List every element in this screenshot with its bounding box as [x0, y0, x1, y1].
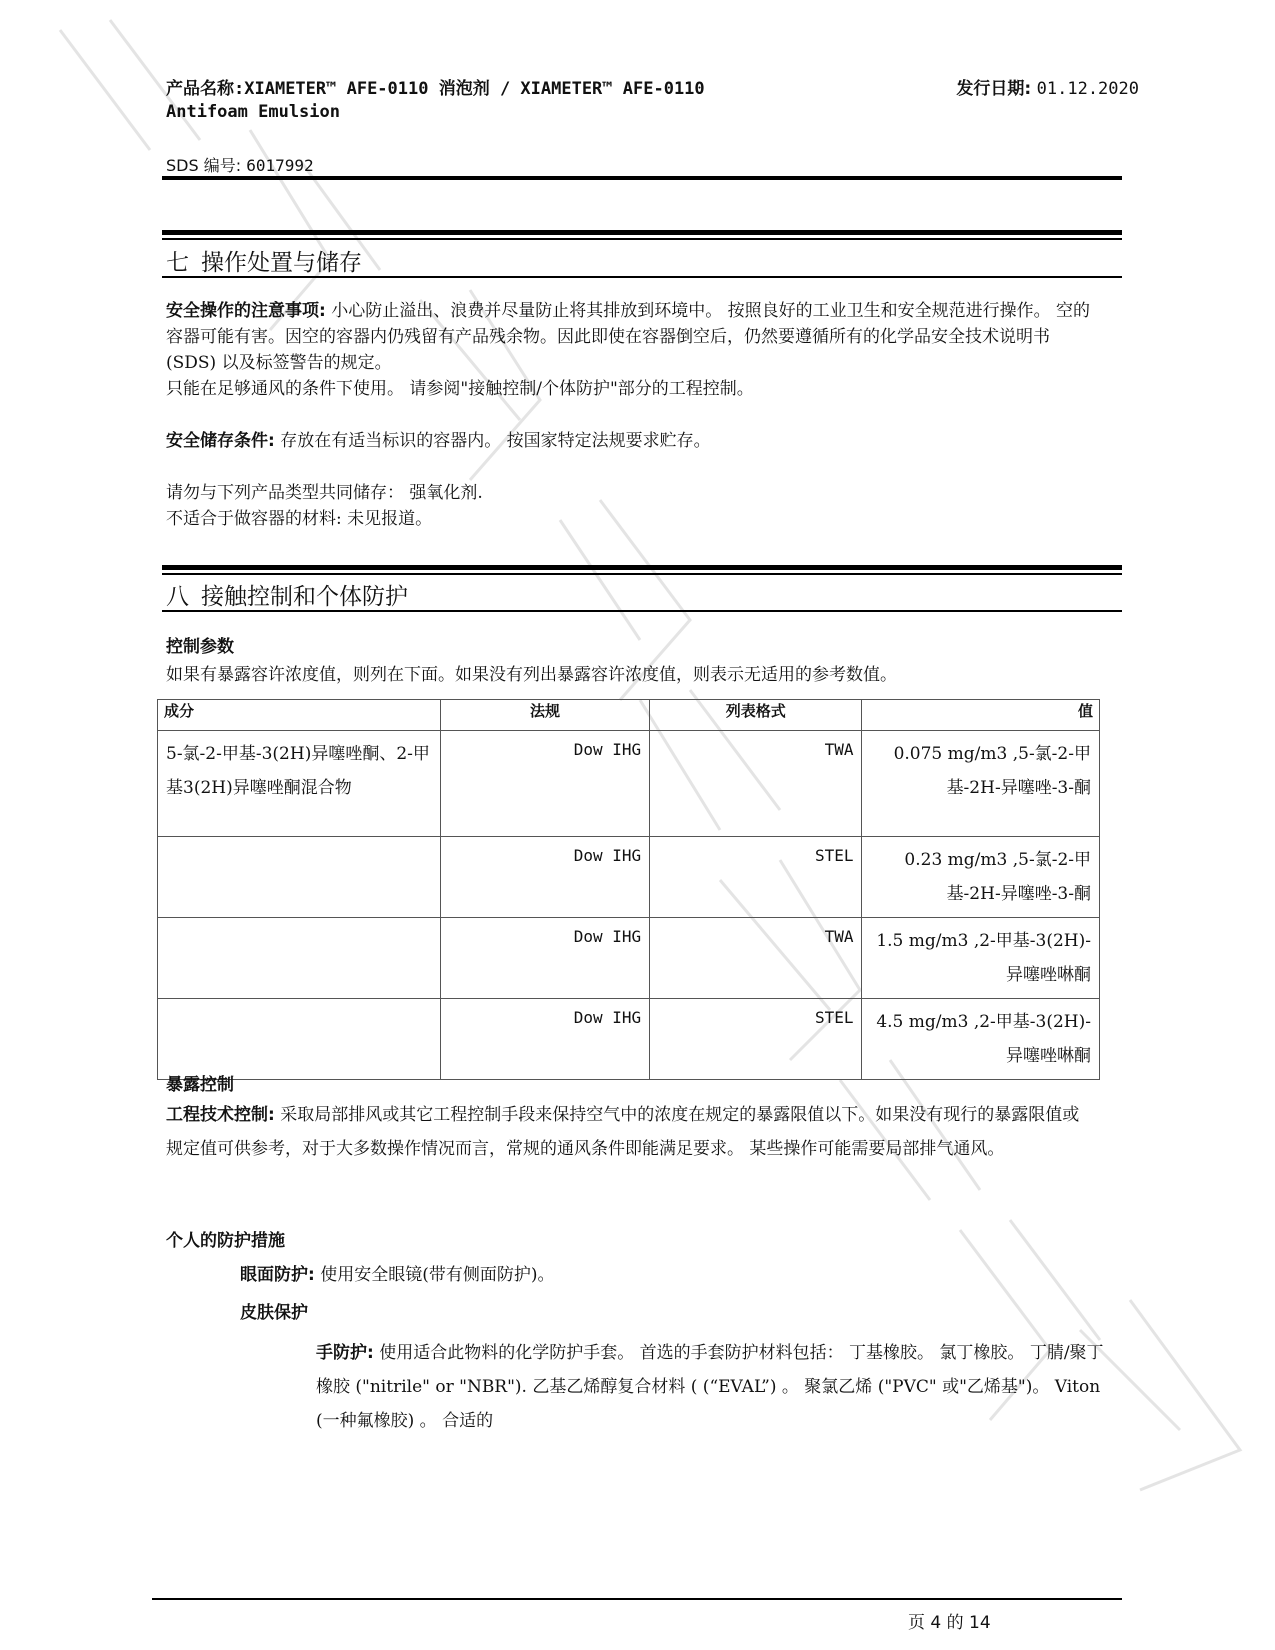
table-row — [158, 918, 1100, 999]
table-row — [158, 999, 1100, 1080]
cell-value: 0.23 mg/m3 ,5-氯-2-甲基-2H-异噻唑-3-酮 — [862, 837, 1100, 918]
page-total: 14 — [969, 1613, 991, 1633]
exposure-limits-table — [157, 699, 1100, 1080]
handling-precautions — [166, 298, 1096, 402]
section8-top-rule — [162, 565, 1122, 570]
eye-protection — [240, 1262, 1090, 1288]
eye-label: 眼面防护: — [240, 1265, 315, 1285]
ppe-label: 个人的防护措施 — [166, 1231, 285, 1251]
hand-label: 手防护: — [316, 1343, 374, 1363]
control-params-label: 控制参数 — [166, 637, 234, 657]
engineering-label: 工程技术控制: — [166, 1105, 275, 1125]
footer-rule — [152, 1598, 1122, 1600]
section8-number: 八 — [166, 584, 189, 610]
cell-value: 4.5 mg/m3 ,2-甲基-3(2H)-异噻唑啉酮 — [862, 999, 1100, 1080]
sds-label: SDS 编号: — [166, 156, 242, 175]
section7-number: 七 — [166, 250, 189, 276]
cell-regulation: Dow IHG — [440, 999, 649, 1080]
engineering-text: 采取局部排风或其它工程控制手段来保持空气中的浓度在规定的暴露限值以下。如果没有现行的暴露限值或规定值可供参考，对于大多数操作情况而言，常规的通风条件即能满足要求。 某些操作可能需要局部排气通风。 — [166, 1105, 1080, 1159]
section7-title: 操作处置与储存 — [201, 250, 362, 276]
col-header-format: 列表格式 — [650, 700, 862, 731]
hand-protection — [316, 1336, 1106, 1438]
incompat-text: 请勿与下列产品类型共同储存： 强氧化剂. — [166, 483, 483, 503]
col-header-regulation: 法规 — [440, 700, 649, 731]
storage-incompatibility — [166, 480, 1096, 532]
storage-conditions — [166, 428, 1096, 454]
page-of-label: 的 — [946, 1613, 964, 1633]
col-header-value: 值 — [862, 700, 1100, 731]
cell-format: STEL — [650, 999, 862, 1080]
section7-heading — [166, 244, 362, 277]
cell-component — [158, 918, 441, 999]
handling-text-2: 只能在足够通风的条件下使用。 请参阅"接触控制/个体防护"部分的工程控制。 — [166, 379, 754, 399]
page-number — [908, 1608, 991, 1633]
cell-value: 0.075 mg/m3 ,5-氯-2-甲基-2H-异噻唑-3-酮 — [862, 731, 1100, 837]
cell-component — [158, 999, 441, 1080]
cell-regulation: Dow IHG — [440, 731, 649, 837]
issue-date-value: 01.12.2020 — [1036, 79, 1139, 99]
table-row — [158, 837, 1100, 918]
cell-component — [158, 837, 441, 918]
section8-title: 接触控制和个体防护 — [201, 584, 408, 610]
skin-protection-label: 皮肤保护 — [240, 1303, 308, 1323]
section8-bottom-rule — [162, 610, 1122, 612]
page-label: 页 — [908, 1613, 925, 1633]
engineering-controls — [166, 1098, 1096, 1166]
section8-top-rule-thin — [162, 573, 1122, 575]
product-name-line1 — [166, 74, 705, 99]
product-name: XIAMETER™ AFE-0110 消泡剂 / XIAMETER™ AFE-0110 — [244, 79, 705, 99]
section7-bottom-rule — [162, 276, 1122, 278]
cell-regulation: Dow IHG — [440, 837, 649, 918]
storage-text: 存放在有适当标识的容器内。 按国家特定法规要求贮存。 — [274, 431, 711, 451]
header-rule — [162, 176, 1122, 180]
sds-number — [166, 153, 314, 176]
handling-text: 小心防止溢出、浪费并尽量防止将其排放到环境中。 按照良好的工业卫生和安全规范进行操作。 空的容器可能有害。因空的容器内仍残留有产品残余物。因此即使在容器倒空后，仍然要遵循所有的化学品安全技术说明书 (SDS) 以及标签警告的规定。 — [166, 301, 1091, 373]
product-label: 产品名称: — [166, 79, 245, 99]
hand-text: 使用适合此物料的化学防护手套。 首选的手套防护材料包括： 丁基橡胶。 氯丁橡胶。 丁腈/聚丁橡胶 ("nitrile" or "NBR"). 乙基乙烯醇复合材料 ( (“EVAL”) 。 聚氯乙烯 ("PVC" 或"乙烯基")。 Viton (一种氟橡胶) 。 合适的 — [316, 1343, 1104, 1431]
cell-component: 5-氯-2-甲基-3(2H)异噻唑酮、2-甲基3(2H)异噻唑酮混合物 — [158, 731, 441, 837]
cell-regulation: Dow IHG — [440, 918, 649, 999]
issue-date-label: 发行日期: — [956, 79, 1032, 99]
table-row — [158, 731, 1100, 837]
eye-text: 使用安全眼镜(带有侧面防护)。 — [314, 1265, 555, 1285]
sds-value: 6017992 — [246, 156, 314, 175]
section8-heading — [166, 578, 408, 611]
storage-label: 安全储存条件: — [166, 431, 275, 451]
product-name-line2: Antifoam Emulsion — [166, 102, 340, 122]
control-params-text: 如果有暴露容许浓度值，则列在下面。如果没有列出暴露容许浓度值，则表示无适用的参考数值。 — [166, 665, 897, 685]
section7-top-rule-thin — [162, 238, 1122, 240]
col-header-component: 成分 — [158, 700, 441, 731]
issue-date — [956, 74, 1139, 99]
cell-format: TWA — [650, 918, 862, 999]
cell-value: 1.5 mg/m3 ,2-甲基-3(2H)-异噻唑啉酮 — [862, 918, 1100, 999]
cell-format: STEL — [650, 837, 862, 918]
section7-top-rule — [162, 230, 1122, 235]
unsuitable-text: 不适合于做容器的材料: 未见报道。 — [166, 509, 433, 529]
exposure-controls-label: 暴露控制 — [166, 1075, 234, 1095]
page-current: 4 — [930, 1613, 942, 1633]
handling-label: 安全操作的注意事项: — [166, 301, 326, 321]
table-header-row — [158, 700, 1100, 731]
cell-format: TWA — [650, 731, 862, 837]
